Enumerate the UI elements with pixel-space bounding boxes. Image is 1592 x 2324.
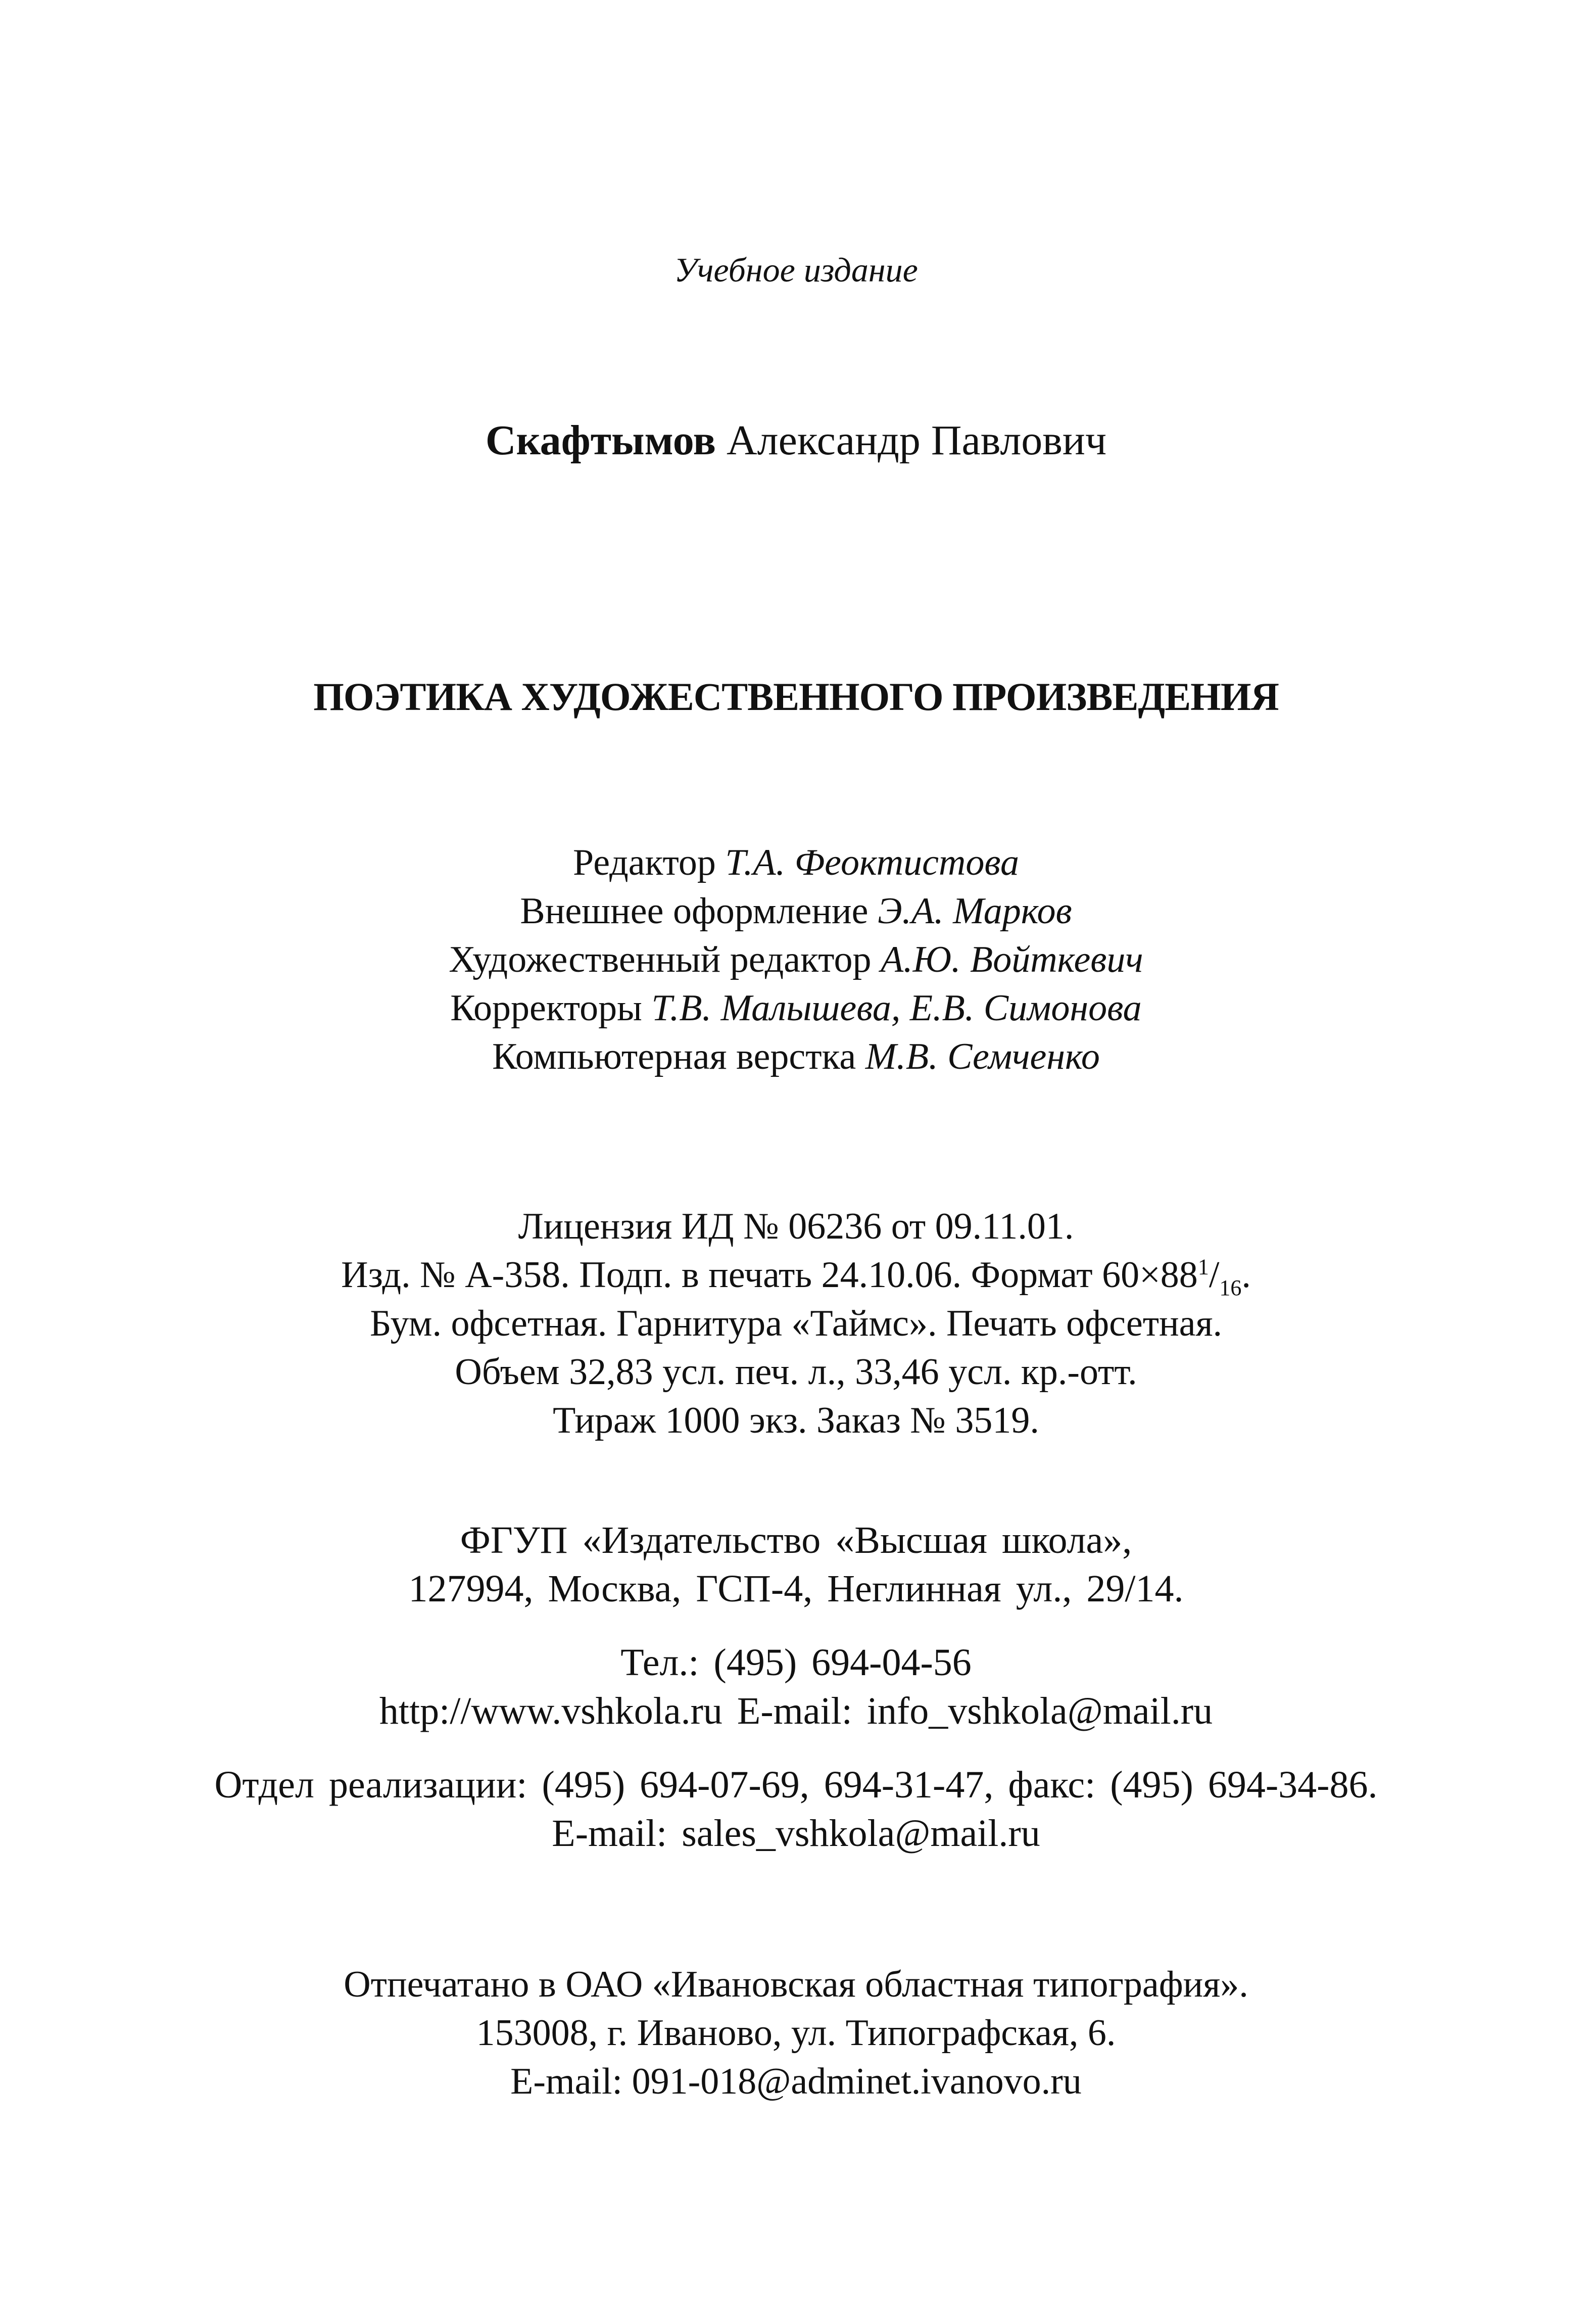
credit-layout [0, 1038, 1592, 1075]
credit-names: Т.В. Малышева, Е.В. Симонова [651, 987, 1142, 1029]
publisher-address: 127994, Москва, ГСП-4, Неглинная ул., 29/14. [408, 1568, 1184, 1610]
publisher-name: ФГУП «Издательство «Высшая школа», [460, 1519, 1132, 1561]
credit-names: А.Ю. Войткевич [880, 939, 1143, 980]
credit-editor [0, 844, 1592, 881]
format-suffix: . [1241, 1254, 1251, 1296]
credit-proofreaders [0, 989, 1592, 1027]
credit-names: М.В. Семченко [865, 1036, 1100, 1077]
volume-line: Объем 32,83 усл. печ. л., 33,46 усл. кр.-отт. [455, 1351, 1137, 1393]
format-slash: / [1209, 1254, 1220, 1296]
printer-email: E-mail: 091-018@adminet.ivanovo.ru [510, 2061, 1082, 2102]
license-line: Лицензия ИД № 06236 от 09.11.01. [518, 1206, 1074, 1247]
printer-address: 153008, г. Иваново, ул. Типографская, 6. [476, 2012, 1116, 2054]
sales-email: E-mail: sales_vshkola@mail.ru [552, 1812, 1040, 1855]
format-text: Изд. № А-358. Подп. в печать 24.10.06. Формат 60×88 [341, 1254, 1198, 1296]
author-surname: Скафтымов [485, 417, 716, 464]
printer-name: Отпечатано в ОАО «Ивановская областная типография». [344, 1964, 1248, 2005]
credit-names: Т.А. Феоктистова [725, 842, 1019, 883]
author-line [0, 419, 1592, 462]
format-numerator: 1 [1197, 1254, 1209, 1279]
credit-role: Редактор [573, 842, 716, 883]
credit-names: Э.А. Марков [877, 890, 1072, 932]
credit-art-editor [0, 941, 1592, 978]
edition-label: Учебное издание [674, 251, 918, 289]
credit-cover-design [0, 892, 1592, 930]
credit-role: Художественный редактор [449, 939, 872, 980]
format-line [0, 1254, 1592, 1300]
credit-role: Внешнее оформление [520, 890, 869, 932]
print-run-line: Тираж 1000 экз. Заказ № 3519. [553, 1400, 1039, 1441]
paper-line: Бум. офсетная. Гарнитура «Таймс». Печать офсетная. [369, 1303, 1223, 1344]
publisher-phone: Тел.: (495) 694-04-56 [620, 1641, 972, 1684]
credit-role: Компьютерная верстка [492, 1036, 856, 1077]
publisher-web-email: http://www.vshkola.ru E-mail: info_vshkola@mail.ru [379, 1690, 1213, 1732]
format-denominator: 16 [1219, 1275, 1242, 1300]
sales-department: Отдел реализации: (495) 694-07-69, 694-31-47, факс: (495) 694-34-86. [214, 1764, 1378, 1806]
author-given-names: Александр Павлович [726, 417, 1107, 464]
book-title: ПОЭТИКА ХУДОЖЕСТВЕННОГО ПРОИЗВЕДЕНИЯ [313, 675, 1279, 719]
credit-role: Корректоры [450, 987, 642, 1029]
